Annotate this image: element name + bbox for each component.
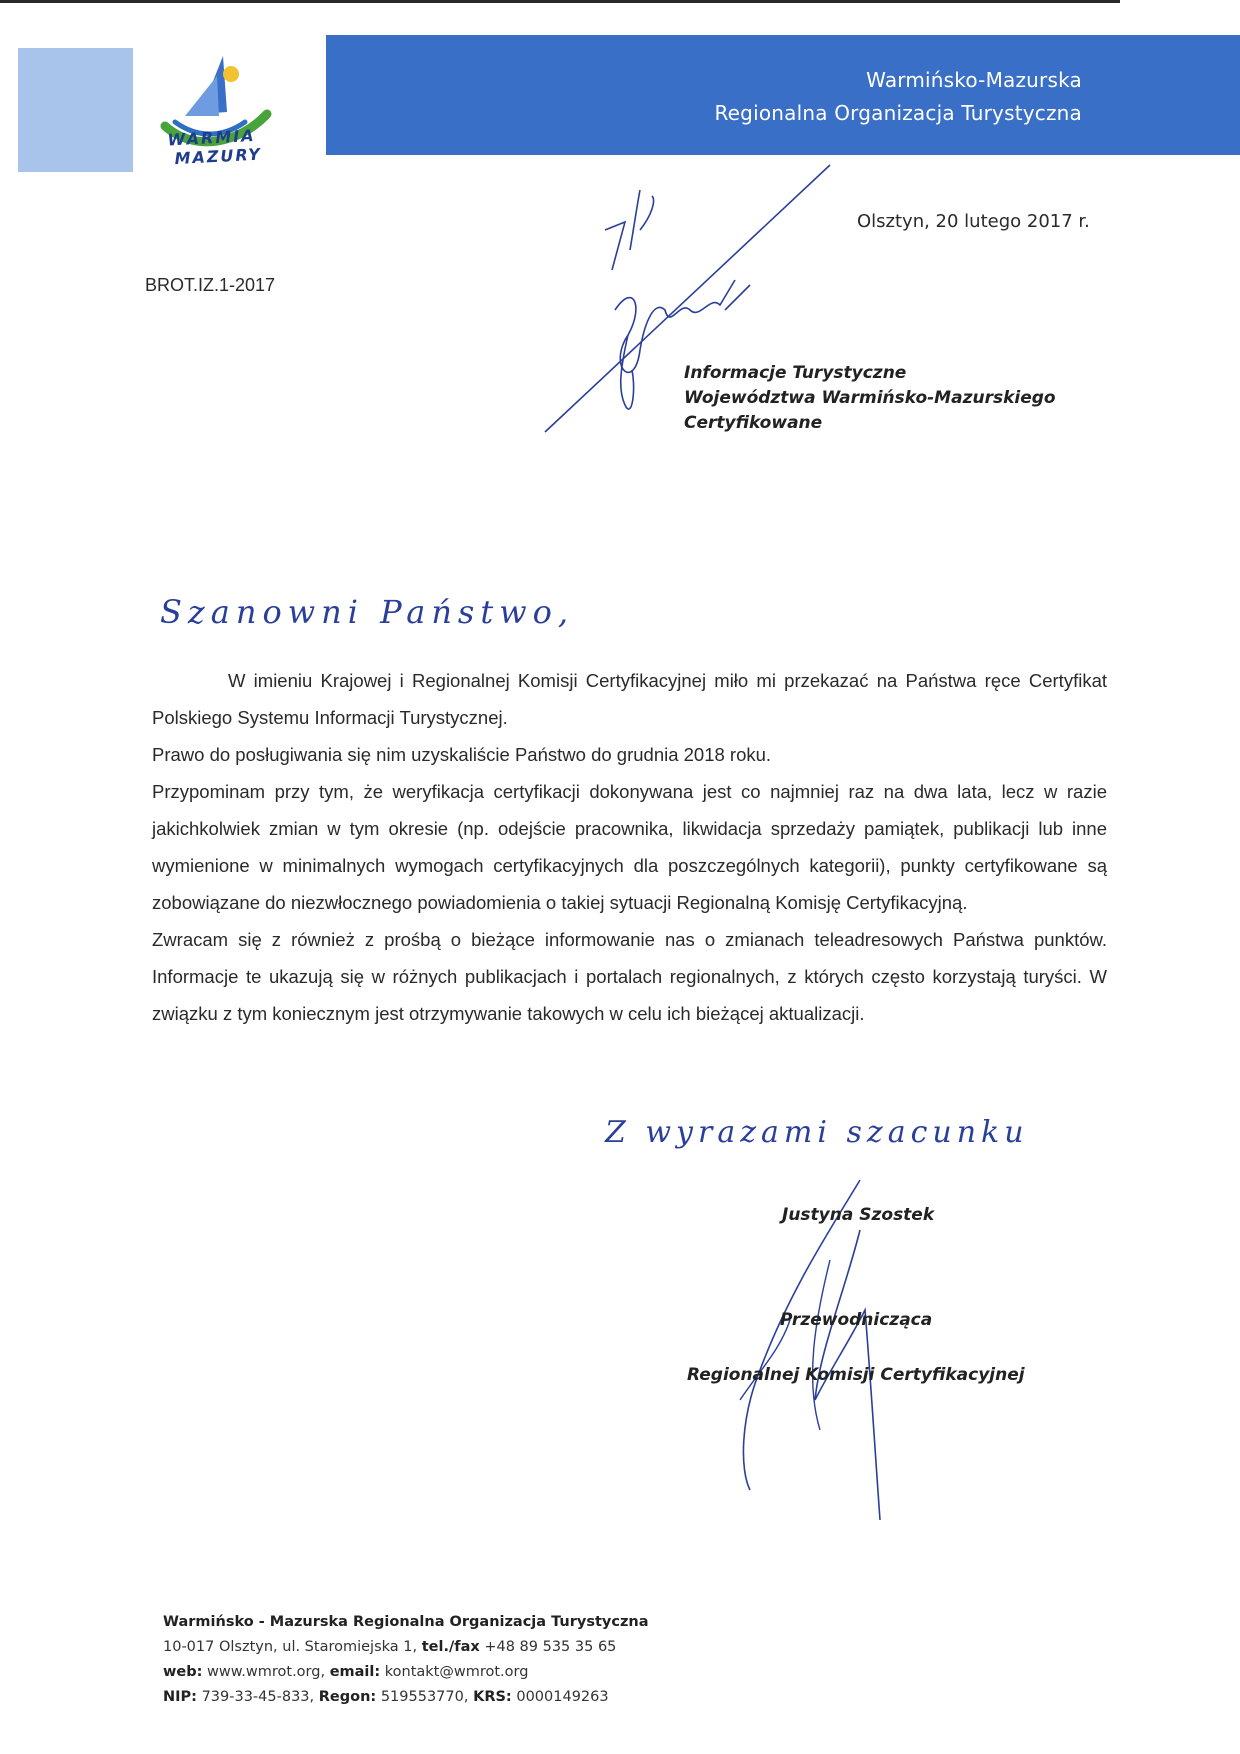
header-band bbox=[326, 35, 1240, 155]
logo-wordmark: WARMIA MAZURY bbox=[167, 125, 263, 169]
body-paragraph: Przypominam przy tym, że weryfikacja certyfikacji dokonywana jest co najmniej raz na dwa lata, lecz w razie jakichkolwiek zmian w tym okresie (np. odejście pracownika, likwidacja sprzedaży pamiątek, publikacji lub inne wymienione w minimalnych wymogach certyfikacyjnych dla poszczególnych kategorii), punkty certyfikowane są zobowiązane do niezwłocznego powiadomienia o takiej sytuacji Regionalną Komisję Certyfikacyjną. bbox=[152, 781, 1107, 913]
footer-address-line: 10-017 Olsztyn, ul. Staromiejska 1, tel./fax +48 89 535 35 65 bbox=[163, 1639, 617, 1655]
website-link[interactable]: www.wmrot.org, bbox=[202, 1664, 330, 1680]
handwritten-closing: Z wyrazami szacunku bbox=[605, 1115, 1029, 1150]
footer-web-line: web: www.wmrot.org, email: kontakt@wmrot.org bbox=[163, 1664, 529, 1680]
footer-org-name: Warmińsko - Mazurska Regionalna Organizacja Turystyczna bbox=[163, 1614, 649, 1630]
footer-registry-line: NIP: 739-33-45-833, Regon: 519553770, KRS: 0000149263 bbox=[163, 1689, 609, 1705]
recipient-line: Województwa Warmińsko-Mazurskiego bbox=[684, 388, 1056, 408]
body-paragraph: W imieniu Krajowej i Regionalnej Komisji Certyfikacyjnej miło mi przekazać na Państwa ręce Certyfikat Polskiego Systemu Informacji Turystycznej. bbox=[152, 670, 1107, 728]
body-paragraph: Prawo do posługiwania się nim uzyskaliście Państwo do grudnia 2018 roku. bbox=[152, 744, 772, 765]
recipient-line: Certyfikowane bbox=[684, 413, 823, 433]
letter-body bbox=[152, 662, 1107, 1032]
signer-committee: Regionalnej Komisji Certyfikacyjnej bbox=[687, 1365, 1025, 1385]
recipient-line: Informacje Turystyczne bbox=[684, 363, 907, 383]
footer-contact bbox=[163, 1610, 649, 1710]
letter-date: Olsztyn, 20 lutego 2017 r. bbox=[857, 211, 1090, 232]
logo-side-band bbox=[18, 48, 133, 172]
top-rule bbox=[0, 0, 1120, 3]
signer-role: Przewodnicząca bbox=[780, 1310, 933, 1330]
org-name-line1: Warmińsko-Mazurska bbox=[866, 68, 1082, 92]
org-name-line2: Regionalna Organizacja Turystyczna bbox=[714, 101, 1082, 125]
body-paragraph: Zwracam się z również z prośbą o bieżące informowanie nas o zmianach teleadresowych Państwa punktów. Informacje te ukazują się w różnych publikacjach i portalach regionalnych, z których często korzystają turyści. W związku z tym koniecznym jest otrzymywanie takowych w celu ich bieżącej aktualizacji. bbox=[152, 929, 1107, 1024]
recipient-block bbox=[684, 361, 1056, 436]
handwritten-salutation: Szanowni Państwo, bbox=[160, 593, 575, 631]
signer-name: Justyna Szostek bbox=[782, 1205, 935, 1225]
reference-number: BROT.IZ.1-2017 bbox=[145, 275, 276, 295]
email-link[interactable]: kontakt@wmrot.org bbox=[380, 1664, 529, 1680]
